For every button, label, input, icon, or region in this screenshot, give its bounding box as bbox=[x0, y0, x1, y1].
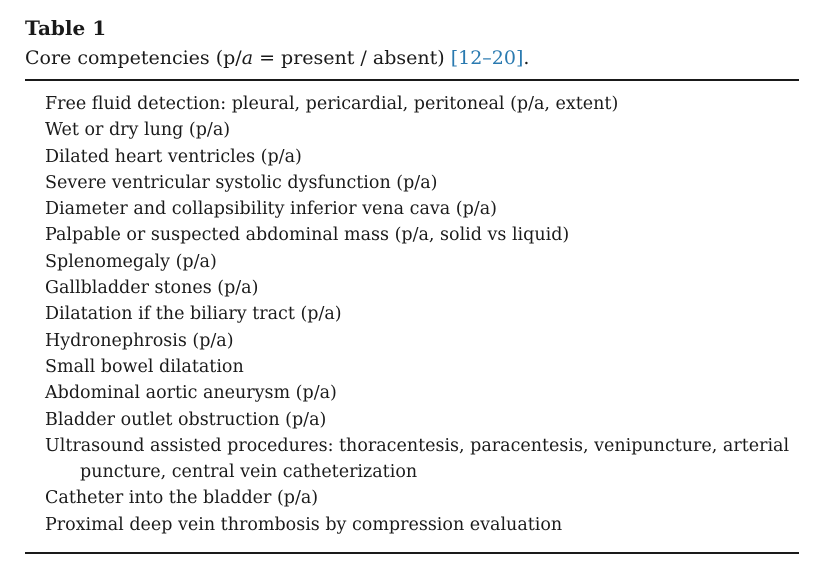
caption-italic-a: a bbox=[241, 47, 254, 69]
table-row: Wet or dry lung (p/a) bbox=[45, 120, 231, 141]
table-row: Palpable or suspected abdominal mass (p/a, solid vs liquid) bbox=[45, 225, 570, 246]
table-row: Diameter and collapsibility inferior vena cava (p/a) bbox=[45, 199, 497, 220]
table-row: Bladder outlet obstruction (p/a) bbox=[45, 409, 327, 430]
caption-prefix: Core competencies (p/ bbox=[25, 47, 242, 69]
table-row: Splenomegaly (p/a) bbox=[45, 251, 217, 272]
table-row: Severe ventricular systolic dysfunction (p/a) bbox=[45, 172, 438, 193]
table-row: Proximal deep vein thrombosis by compression evaluation bbox=[45, 514, 563, 535]
caption-suffix: . bbox=[523, 47, 530, 69]
table-row: Gallbladder stones (p/a) bbox=[45, 278, 259, 299]
table-row: Catheter into the bladder (p/a) bbox=[45, 488, 319, 509]
table-row: Dilatation if the biliary tract (p/a) bbox=[45, 304, 342, 325]
table-row: Abdominal aortic aneurysm (p/a) bbox=[45, 383, 337, 404]
caption-middle: = present / absent) bbox=[253, 47, 451, 69]
table-body bbox=[45, 91, 790, 538]
table-row: Dilated heart ventricles (p/a) bbox=[45, 146, 302, 167]
caption-reference-link[interactable]: [12–20] bbox=[450, 47, 524, 69]
table-row: Ultrasound assisted procedures: thoracentesis, paracentesis, venipuncture, arterial puncture, central vein catheterization bbox=[45, 435, 790, 483]
table-caption bbox=[25, 46, 529, 70]
table-top-rule bbox=[25, 79, 799, 81]
table-row: Small bowel dilatation bbox=[45, 356, 244, 377]
table-label: Table 1 bbox=[25, 16, 107, 40]
table-row: Hydronephrosis (p/a) bbox=[45, 330, 234, 351]
table-row: Free fluid detection: pleural, pericardial, peritoneal (p/a, extent) bbox=[45, 94, 619, 114]
table-bottom-rule bbox=[25, 552, 799, 554]
